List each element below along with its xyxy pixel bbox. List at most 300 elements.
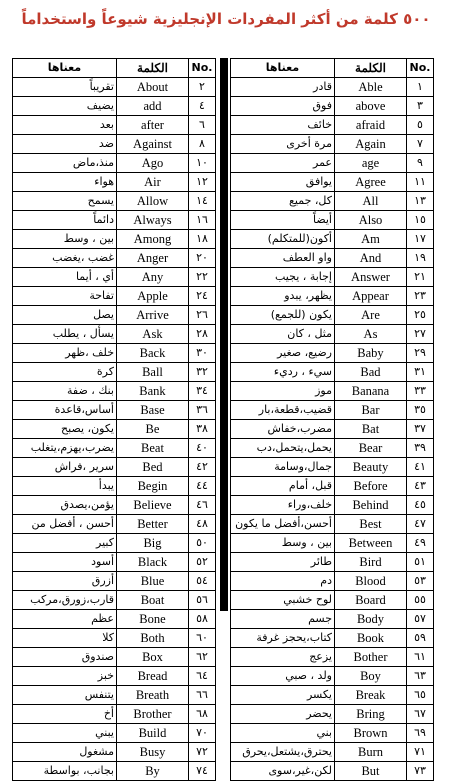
- word-cell: Among: [117, 230, 189, 249]
- meaning-cell: سرير ،فراش: [13, 458, 117, 477]
- word-cell: Bring: [335, 705, 407, 724]
- word-cell: Burn: [335, 743, 407, 762]
- meaning-cell: قارب،زورق،مركب: [13, 591, 117, 610]
- meaning-cell: أكون(للمتكلم): [231, 230, 335, 249]
- word-cell: Bird: [335, 553, 407, 572]
- number-cell: ٨: [189, 135, 216, 154]
- word-cell: Brown: [335, 724, 407, 743]
- number-cell: ٦: [189, 116, 216, 135]
- meaning-cell: يحترق،يشتعل،يحرق: [231, 743, 335, 762]
- table-row: [13, 705, 216, 724]
- word-cell: Ask: [117, 325, 189, 344]
- table-row: [231, 610, 434, 629]
- table-row: [231, 477, 434, 496]
- meaning-cell: خلف ،ظهر: [13, 344, 117, 363]
- meaning-cell: يضرب،يهزم،يتغلب: [13, 439, 117, 458]
- meaning-cell: أسود: [13, 553, 117, 572]
- word-cell: Any: [117, 268, 189, 287]
- meaning-cell: أخ: [13, 705, 117, 724]
- number-cell: ٤٧: [407, 515, 434, 534]
- meaning-cell: يسأل ، يطلب: [13, 325, 117, 344]
- word-cell: Before: [335, 477, 407, 496]
- number-cell: ١: [407, 78, 434, 97]
- meaning-cell: لوح خشبي: [231, 591, 335, 610]
- meaning-cell: سيء ، رديء: [231, 363, 335, 382]
- meaning-cell: يزعج: [231, 648, 335, 667]
- meaning-cell: مثل ، كان: [231, 325, 335, 344]
- table-row: [231, 534, 434, 553]
- word-cell: Always: [117, 211, 189, 230]
- number-cell: ٥٢: [189, 553, 216, 572]
- table-row: [13, 97, 216, 116]
- word-cell: All: [335, 192, 407, 211]
- word-cell: Boat: [117, 591, 189, 610]
- number-cell: ٥٩: [407, 629, 434, 648]
- number-cell: ٧٤: [189, 762, 216, 781]
- word-cell: age: [335, 154, 407, 173]
- table-row: [231, 420, 434, 439]
- meaning-cell: فوق: [231, 97, 335, 116]
- meaning-cell: كل، جميع: [231, 192, 335, 211]
- table-row: [13, 610, 216, 629]
- number-cell: ٥٠: [189, 534, 216, 553]
- meaning-cell: كبير: [13, 534, 117, 553]
- word-cell: Answer: [335, 268, 407, 287]
- word-cell: Back: [117, 344, 189, 363]
- word-cell: Board: [335, 591, 407, 610]
- number-cell: ٧: [407, 135, 434, 154]
- table-row: [13, 325, 216, 344]
- word-cell: Better: [117, 515, 189, 534]
- meaning-cell: يظهر، يبدو: [231, 287, 335, 306]
- number-cell: ٦٨: [189, 705, 216, 724]
- table-row: [13, 401, 216, 420]
- word-cell: Apple: [117, 287, 189, 306]
- meaning-cell: يكون، يصبح: [13, 420, 117, 439]
- vocab-rows-left: [13, 78, 216, 781]
- word-cell: Ago: [117, 154, 189, 173]
- meaning-cell: قبل، أمام: [231, 477, 335, 496]
- number-cell: ٤٢: [189, 458, 216, 477]
- header-no: No.: [189, 59, 216, 78]
- number-cell: ٤٥: [407, 496, 434, 515]
- meaning-cell: يوافق: [231, 173, 335, 192]
- word-cell: Bad: [335, 363, 407, 382]
- number-cell: ٦٩: [407, 724, 434, 743]
- number-cell: ٢٢: [189, 268, 216, 287]
- table-row: [231, 667, 434, 686]
- table-row: [231, 211, 434, 230]
- table-row: [231, 173, 434, 192]
- table-row: [231, 591, 434, 610]
- number-cell: ٧٠: [189, 724, 216, 743]
- meaning-cell: تقريباً: [13, 78, 117, 97]
- table-row: [13, 439, 216, 458]
- word-cell: Arrive: [117, 306, 189, 325]
- number-cell: ٢٠: [189, 249, 216, 268]
- table-row: [231, 249, 434, 268]
- meaning-cell: دائماً: [13, 211, 117, 230]
- number-cell: ٦٦: [189, 686, 216, 705]
- word-cell: Both: [117, 629, 189, 648]
- meaning-cell: تفاحة: [13, 287, 117, 306]
- table-row: [231, 743, 434, 762]
- meaning-cell: ولد ، صبي: [231, 667, 335, 686]
- number-cell: ٥٣: [407, 572, 434, 591]
- table-row: [231, 724, 434, 743]
- table-row: [231, 97, 434, 116]
- word-cell: But: [335, 762, 407, 781]
- table-row: [231, 439, 434, 458]
- meaning-cell: أحسن،أفضل ما يكون: [231, 515, 335, 534]
- meaning-cell: صندوق: [13, 648, 117, 667]
- table-row: [13, 173, 216, 192]
- header-meaning: معناها: [231, 59, 335, 78]
- word-cell: Bank: [117, 382, 189, 401]
- table-header-row: [13, 59, 216, 78]
- table-row: [13, 306, 216, 325]
- word-cell: Box: [117, 648, 189, 667]
- number-cell: ١٦: [189, 211, 216, 230]
- table-row: [13, 496, 216, 515]
- number-cell: ٣٨: [189, 420, 216, 439]
- word-cell: Body: [335, 610, 407, 629]
- number-cell: ١٥: [407, 211, 434, 230]
- table-row: [13, 686, 216, 705]
- table-row: [231, 154, 434, 173]
- table-row: [13, 135, 216, 154]
- meaning-cell: أي ، أيما: [13, 268, 117, 287]
- meaning-cell: يكسر: [231, 686, 335, 705]
- number-cell: ١٨: [189, 230, 216, 249]
- table-row: [13, 230, 216, 249]
- word-cell: add: [117, 97, 189, 116]
- table-row: [231, 287, 434, 306]
- meaning-cell: جمال،وسامة: [231, 458, 335, 477]
- meaning-cell: بنك ، ضفة: [13, 382, 117, 401]
- word-cell: Big: [117, 534, 189, 553]
- table-row: [231, 705, 434, 724]
- table-row: [231, 401, 434, 420]
- word-cell: Behind: [335, 496, 407, 515]
- table-row: [231, 78, 434, 97]
- table-row: [13, 743, 216, 762]
- word-cell: above: [335, 97, 407, 116]
- meaning-cell: بين ، وسط: [231, 534, 335, 553]
- vocab-table-right: [230, 58, 434, 781]
- number-cell: ٥٨: [189, 610, 216, 629]
- meaning-cell: يضيف: [13, 97, 117, 116]
- table-row: [13, 667, 216, 686]
- word-cell: Black: [117, 553, 189, 572]
- word-cell: Begin: [117, 477, 189, 496]
- number-cell: ٢: [189, 78, 216, 97]
- word-cell: Between: [335, 534, 407, 553]
- table-row: [231, 363, 434, 382]
- meaning-cell: مضرب،خفاش: [231, 420, 335, 439]
- number-cell: ٤١: [407, 458, 434, 477]
- meaning-cell: قادر: [231, 78, 335, 97]
- table-header-row: [231, 59, 434, 78]
- word-cell: afraid: [335, 116, 407, 135]
- table-row: [231, 762, 434, 781]
- table-row: [231, 135, 434, 154]
- table-row: [13, 78, 216, 97]
- meaning-cell: واو العطف: [231, 249, 335, 268]
- number-cell: ٥١: [407, 553, 434, 572]
- word-cell: Beauty: [335, 458, 407, 477]
- number-cell: ٣٩: [407, 439, 434, 458]
- meaning-cell: موز: [231, 382, 335, 401]
- meaning-cell: مرة أخرى: [231, 135, 335, 154]
- word-cell: Blood: [335, 572, 407, 591]
- meaning-cell: يبني: [13, 724, 117, 743]
- number-cell: ٢٦: [189, 306, 216, 325]
- meaning-cell: عمر: [231, 154, 335, 173]
- word-cell: Again: [335, 135, 407, 154]
- table-row: [13, 287, 216, 306]
- number-cell: ٣٦: [189, 401, 216, 420]
- vocab-rows-right: [231, 78, 434, 781]
- meaning-cell: كرة: [13, 363, 117, 382]
- header-meaning: معناها: [13, 59, 117, 78]
- table-row: [231, 648, 434, 667]
- meaning-cell: أحسن ، أفضل من: [13, 515, 117, 534]
- number-cell: ١٣: [407, 192, 434, 211]
- meaning-cell: خبز: [13, 667, 117, 686]
- number-cell: ٥٦: [189, 591, 216, 610]
- number-cell: ٤٣: [407, 477, 434, 496]
- table-row: [13, 534, 216, 553]
- vocab-table-left: [12, 58, 216, 781]
- table-row: [231, 515, 434, 534]
- word-cell: after: [117, 116, 189, 135]
- number-cell: ٣٣: [407, 382, 434, 401]
- meaning-cell: قضيب،قطعة،بار: [231, 401, 335, 420]
- table-row: [231, 686, 434, 705]
- meaning-cell: ضد: [13, 135, 117, 154]
- word-cell: Also: [335, 211, 407, 230]
- meaning-cell: أزرق: [13, 572, 117, 591]
- table-row: [13, 268, 216, 287]
- number-cell: ٢٧: [407, 325, 434, 344]
- word-cell: Be: [117, 420, 189, 439]
- table-row: [13, 154, 216, 173]
- word-cell: Beat: [117, 439, 189, 458]
- meaning-cell: يبدأ: [13, 477, 117, 496]
- table-row: [231, 629, 434, 648]
- table-row: [231, 382, 434, 401]
- header-word: الكلمة: [117, 59, 189, 78]
- number-cell: ٧٣: [407, 762, 434, 781]
- table-row: [13, 211, 216, 230]
- meaning-cell: إجابة ، يجيب: [231, 268, 335, 287]
- word-cell: Believe: [117, 496, 189, 515]
- number-cell: ٤٨: [189, 515, 216, 534]
- meaning-cell: يحضر: [231, 705, 335, 724]
- number-cell: ٢٩: [407, 344, 434, 363]
- number-cell: ٤٠: [189, 439, 216, 458]
- word-cell: Anger: [117, 249, 189, 268]
- page-title: ٥٠٠ كلمة من أكثر المفردات الإنجليزية شيوعاً واستخداماً: [21, 10, 431, 28]
- table-row: [13, 515, 216, 534]
- meaning-cell: يكون (للجمع): [231, 306, 335, 325]
- number-cell: ٢٨: [189, 325, 216, 344]
- meaning-cell: بعد: [13, 116, 117, 135]
- number-cell: ٤٦: [189, 496, 216, 515]
- number-cell: ٢٤: [189, 287, 216, 306]
- table-row: [231, 553, 434, 572]
- number-cell: ٣٧: [407, 420, 434, 439]
- number-cell: ١٤: [189, 192, 216, 211]
- number-cell: ٤: [189, 97, 216, 116]
- word-cell: Able: [335, 78, 407, 97]
- meaning-cell: يتنفس: [13, 686, 117, 705]
- meaning-cell: يحمل،يتحمل،دب: [231, 439, 335, 458]
- meaning-cell: يسمح: [13, 192, 117, 211]
- table-row: [231, 230, 434, 249]
- table-row: [231, 268, 434, 287]
- word-cell: Ball: [117, 363, 189, 382]
- number-cell: ٥٧: [407, 610, 434, 629]
- table-row: [231, 325, 434, 344]
- number-cell: ٧١: [407, 743, 434, 762]
- word-cell: Busy: [117, 743, 189, 762]
- word-cell: By: [117, 762, 189, 781]
- number-cell: ٣: [407, 97, 434, 116]
- word-cell: Best: [335, 515, 407, 534]
- table-row: [13, 116, 216, 135]
- word-cell: Bother: [335, 648, 407, 667]
- word-cell: Banana: [335, 382, 407, 401]
- header-word: الكلمة: [335, 59, 407, 78]
- number-cell: ٦٣: [407, 667, 434, 686]
- meaning-cell: دم: [231, 572, 335, 591]
- meaning-cell: كتاب،يحجز غرفة: [231, 629, 335, 648]
- number-cell: ٢٣: [407, 287, 434, 306]
- number-cell: ٥٥: [407, 591, 434, 610]
- table-row: [13, 344, 216, 363]
- table-row: [231, 116, 434, 135]
- word-cell: Boy: [335, 667, 407, 686]
- word-cell: Am: [335, 230, 407, 249]
- table-row: [13, 648, 216, 667]
- number-cell: ٣٢: [189, 363, 216, 382]
- word-cell: Break: [335, 686, 407, 705]
- number-cell: ٣٥: [407, 401, 434, 420]
- word-cell: Appear: [335, 287, 407, 306]
- meaning-cell: بني: [231, 724, 335, 743]
- number-cell: ٧٢: [189, 743, 216, 762]
- number-cell: ٦٢: [189, 648, 216, 667]
- number-cell: ١١: [407, 173, 434, 192]
- table-row: [231, 458, 434, 477]
- word-cell: Bat: [335, 420, 407, 439]
- table-row: [13, 572, 216, 591]
- table-row: [231, 306, 434, 325]
- word-cell: Bar: [335, 401, 407, 420]
- number-cell: ٥: [407, 116, 434, 135]
- table-row: [13, 629, 216, 648]
- meaning-cell: لكن،غير،سوى: [231, 762, 335, 781]
- number-cell: ٢٥: [407, 306, 434, 325]
- number-cell: ٩: [407, 154, 434, 173]
- table-row: [13, 724, 216, 743]
- word-cell: Allow: [117, 192, 189, 211]
- word-cell: Blue: [117, 572, 189, 591]
- meaning-cell: يصل: [13, 306, 117, 325]
- word-cell: And: [335, 249, 407, 268]
- number-cell: ١٢: [189, 173, 216, 192]
- word-cell: As: [335, 325, 407, 344]
- word-cell: Air: [117, 173, 189, 192]
- number-cell: ٤٩: [407, 534, 434, 553]
- table-row: [13, 249, 216, 268]
- meaning-cell: يؤمن،يصدق: [13, 496, 117, 515]
- number-cell: ١٩: [407, 249, 434, 268]
- meaning-cell: أيضاً: [231, 211, 335, 230]
- table-row: [231, 344, 434, 363]
- number-cell: ٣٠: [189, 344, 216, 363]
- meaning-cell: كلا: [13, 629, 117, 648]
- meaning-cell: هواء: [13, 173, 117, 192]
- meaning-cell: بجانب، بواسطة: [13, 762, 117, 781]
- meaning-cell: خائف: [231, 116, 335, 135]
- number-cell: ٤٤: [189, 477, 216, 496]
- table-row: [231, 572, 434, 591]
- meaning-cell: جسم: [231, 610, 335, 629]
- meaning-cell: أساس،قاعدة: [13, 401, 117, 420]
- number-cell: ١٠: [189, 154, 216, 173]
- word-cell: About: [117, 78, 189, 97]
- word-cell: Baby: [335, 344, 407, 363]
- meaning-cell: عظم: [13, 610, 117, 629]
- number-cell: ٣١: [407, 363, 434, 382]
- column-divider: [220, 58, 228, 611]
- table-row: [13, 553, 216, 572]
- word-cell: Are: [335, 306, 407, 325]
- word-cell: Breath: [117, 686, 189, 705]
- table-row: [231, 496, 434, 515]
- meaning-cell: بين ، وسط: [13, 230, 117, 249]
- table-row: [13, 477, 216, 496]
- word-cell: Book: [335, 629, 407, 648]
- word-cell: Brother: [117, 705, 189, 724]
- word-cell: Bone: [117, 610, 189, 629]
- number-cell: ٦٤: [189, 667, 216, 686]
- number-cell: ٥٤: [189, 572, 216, 591]
- word-cell: Bear: [335, 439, 407, 458]
- word-cell: Bed: [117, 458, 189, 477]
- number-cell: ١٧: [407, 230, 434, 249]
- word-cell: Bread: [117, 667, 189, 686]
- number-cell: ٦٧: [407, 705, 434, 724]
- word-cell: Base: [117, 401, 189, 420]
- table-row: [13, 458, 216, 477]
- number-cell: ٣٤: [189, 382, 216, 401]
- table-row: [13, 363, 216, 382]
- table-row: [13, 382, 216, 401]
- table-row: [13, 192, 216, 211]
- number-cell: ٦٥: [407, 686, 434, 705]
- meaning-cell: خلف،وراء: [231, 496, 335, 515]
- word-cell: Agree: [335, 173, 407, 192]
- table-row: [13, 420, 216, 439]
- table-row: [13, 591, 216, 610]
- number-cell: ٢١: [407, 268, 434, 287]
- word-cell: Build: [117, 724, 189, 743]
- meaning-cell: مشغول: [13, 743, 117, 762]
